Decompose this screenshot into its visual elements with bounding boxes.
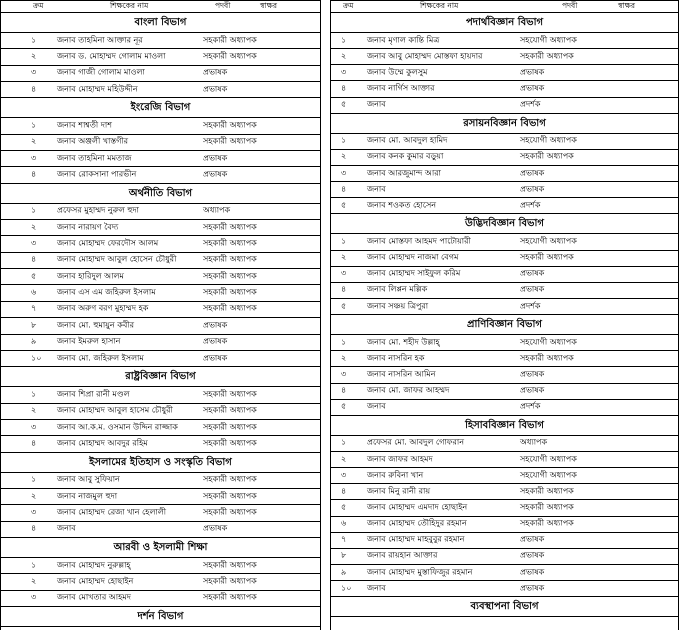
teacher-name: প্রফেসর মো. আবদুল গোফরান	[367, 437, 464, 447]
department-title: দর্শন বিভাগ	[137, 610, 184, 622]
department-title: অর্থনীতি বিভাগ	[128, 187, 193, 199]
teacher-name: জনাব আ.ক.ম. ওসমান উদ্দিন রাজ্জাক	[57, 422, 178, 432]
department-title: পদার্থবিজ্ঞান বিভাগ	[465, 17, 544, 28]
teacher-name: জনাব	[367, 401, 386, 411]
serial-number: ২	[341, 252, 347, 262]
teacher-row	[0, 220, 321, 236]
right-teacher-table	[330, 0, 679, 630]
teacher-row	[330, 384, 679, 400]
teacher-row	[330, 182, 679, 198]
teacher-name: জনাব আবু মোহাম্মদ মোস্তফা হায়দার	[367, 51, 483, 61]
teacher-row	[0, 66, 321, 82]
teacher-row	[330, 65, 679, 81]
serial-number: ৮	[31, 320, 37, 330]
teacher-name: জনাব মৃণাল কান্তি মিত্র	[367, 35, 440, 45]
teacher-row	[0, 404, 321, 420]
teacher-row	[0, 49, 321, 65]
teacher-row	[0, 253, 321, 269]
teacher-name: জনাব নাজমুল হুদা	[57, 491, 118, 501]
teacher-row	[330, 251, 679, 267]
designation-header: পদবী	[215, 0, 231, 10]
teacher-row	[330, 234, 679, 250]
serial-number: ১০	[341, 583, 352, 593]
teacher-name: জনাব আবু সুফিয়ান	[57, 474, 120, 484]
serial-number: ৩	[341, 268, 347, 278]
designation: অধ্যাপক	[520, 437, 548, 447]
teacher-row	[330, 549, 679, 565]
serial-number: ১	[31, 560, 37, 570]
teacher-row	[0, 558, 321, 574]
left-table-border	[320, 0, 321, 630]
department-heading	[330, 416, 679, 436]
teacher-name: জনাব জাফর আহমদ	[367, 454, 433, 464]
teacher-row	[0, 236, 321, 252]
serial-number: ২	[31, 51, 37, 61]
teacher-name: জনাব শিপ্রা রানী মণ্ডল	[57, 389, 130, 399]
designation-header: পদবী	[562, 0, 578, 10]
serial-number: ৩	[31, 153, 37, 163]
serial-number: ৩	[341, 168, 347, 178]
serial-number: ৩	[341, 67, 347, 77]
designation: সহকারী অধ্যাপক	[203, 254, 257, 264]
teacher-name: জনাব মো. হুমায়ুন কবীর	[57, 320, 134, 330]
designation: প্রভাষক	[520, 67, 545, 77]
teacher-name: জনাব এস এম জহিরুল ইসলাম	[57, 287, 156, 297]
designation: সহকারী অধ্যাপক	[203, 576, 257, 586]
teacher-name: জনাব মোহাম্মদ সাইফুল করিম	[367, 268, 461, 278]
designation: সহকারী অধ্যাপক	[520, 151, 574, 161]
teacher-row	[0, 135, 321, 151]
department-title: ইংরেজি বিভাগ	[130, 102, 191, 114]
teacher-row	[330, 49, 679, 65]
teacher-name: জনাব মোহাম্মদ আবদুর রহিম	[57, 438, 148, 448]
designation: সহযোগী অধ্যাপক	[520, 470, 577, 480]
right-table-body	[330, 13, 679, 617]
teacher-name: জনাব নাসরিন আমিন	[367, 369, 436, 379]
teacher-name: জনাব মিনু রানী রায়	[367, 486, 431, 496]
teacher-row	[330, 367, 679, 383]
teacher-row	[0, 204, 321, 220]
serial-number: ৫	[341, 301, 347, 311]
serial-number: ৮	[341, 550, 347, 560]
designation: সহযোগী অধ্যাপক	[520, 454, 577, 464]
serial-number: ৪	[341, 284, 347, 294]
teacher-name: জনাব মোখতার আহমদ	[57, 592, 131, 602]
designation: সহকারী অধ্যাপক	[203, 438, 257, 448]
teacher-name: জনাব মোহাম্মদ এমদাদ হোছাইন	[367, 502, 468, 512]
serial-number: ১	[31, 120, 37, 130]
designation: প্রভাষক	[520, 567, 545, 576]
serial-number: ২	[31, 405, 37, 415]
serial-number: ৫	[31, 271, 37, 281]
teacher-row	[330, 335, 679, 351]
department-heading	[330, 597, 679, 617]
teacher-name: জনাব শাশ্বতী দাশ	[57, 120, 112, 130]
teacher-name: জনাব লিপ্পন মল্লিক	[367, 284, 428, 294]
teacher-row	[330, 198, 679, 214]
serial-number: ১	[341, 236, 347, 246]
designation: সহযোগী অধ্যাপক	[520, 35, 577, 45]
teacher-name: জনাব মোহাম্মদ আবুল হোসেন চৌধুরী	[57, 254, 177, 264]
serial-number: ৫	[341, 401, 347, 411]
teacher-row	[330, 533, 679, 549]
serial-number: ২	[31, 491, 37, 501]
designation: সহকারী অধ্যাপক	[203, 422, 257, 432]
serial-number: ১	[31, 205, 37, 215]
serial-number: ৩	[31, 592, 37, 602]
teacher-name: জনাব উম্মে কুলসুম	[367, 67, 428, 77]
serial-number: ৩	[31, 238, 37, 248]
serial-number: ২	[31, 222, 37, 232]
teacher-name: জনাব	[367, 583, 386, 593]
teacher-row	[0, 151, 321, 167]
serial-number: ১০	[31, 353, 42, 363]
teacher-row	[330, 452, 679, 468]
left-table-body	[0, 13, 321, 627]
designation: সহযোগী অধ্যাপক	[520, 337, 577, 347]
teacher-row	[0, 473, 321, 489]
designation: সহকারী অধ্যাপক	[203, 271, 257, 281]
designation: প্রদর্শক	[520, 200, 541, 210]
designation: সহকারী অধ্যাপক	[520, 51, 574, 61]
department-title: রসায়নবিজ্ঞান বিভাগ	[463, 117, 546, 129]
designation: প্রভাষক	[203, 169, 228, 179]
designation: সহকারী অধ্যাপক	[203, 405, 257, 415]
department-title: আরবী ও ইসলামী শিক্ষা	[113, 541, 208, 553]
teacher-name: জনাব হারিদুল আলম	[57, 271, 124, 281]
right-table-border	[330, 0, 331, 630]
serial-number: ৪	[341, 385, 347, 395]
teacher-row	[330, 484, 679, 500]
designation: সহকারী অধ্যাপক	[520, 502, 574, 512]
teacher-name: জনাব সঞ্চয় ত্রিপুরা	[367, 301, 429, 311]
teacher-name: জনাব	[57, 523, 76, 533]
teacher-row	[0, 591, 321, 607]
serial-number: ১	[341, 337, 347, 347]
teacher-name: জনাব মোহাম্মদ মুস্তাফিজুর রহমান	[367, 567, 473, 576]
serial-number: ১	[31, 389, 37, 399]
department-heading	[0, 538, 321, 558]
teacher-name: প্রফেসর মুহাম্মদ নুরুল হুদা	[57, 205, 139, 215]
designation: প্রভাষক	[203, 67, 228, 77]
teacher-name: জনাব মো. আবদুল হামিদ	[367, 135, 448, 145]
teacher-name: জনাব মোহাম্মদ রেজা খান হেলালী	[57, 507, 167, 517]
department-heading	[330, 114, 679, 134]
teacher-row	[0, 522, 321, 538]
teacher-name: জনাব মোস্তফা আহমদ পাটোয়ারী	[367, 236, 471, 246]
designation: প্রভাষক	[203, 320, 228, 330]
serial-number: ৪	[31, 438, 37, 448]
teacher-row	[330, 581, 679, 597]
department-heading	[0, 13, 321, 33]
teacher-name: জনাব তাহমিনা মমতাজ	[57, 153, 132, 163]
teacher-name: জনাব	[367, 99, 386, 109]
teacher-row	[330, 150, 679, 166]
serial-number: ৪	[31, 254, 37, 264]
designation: সহকারী অধ্যাপক	[520, 252, 574, 262]
left-table-header	[0, 0, 321, 13]
serial-number: ৯	[341, 567, 347, 576]
serial-number: ৩	[341, 470, 347, 480]
teacher-name: জনাব রায়হান আক্তার	[367, 550, 438, 560]
teacher-name: জনাব মো. জহিরুল ইসলাম	[57, 353, 144, 363]
designation: প্রভাষক	[203, 153, 228, 163]
designation: সহকারী অধ্যাপক	[520, 353, 574, 363]
designation: সহকারী অধ্যাপক	[203, 474, 257, 484]
teacher-row	[0, 335, 321, 351]
teacher-row	[0, 436, 321, 452]
serial-number: ৯	[31, 336, 37, 346]
serial-number: ২	[341, 454, 347, 464]
left-table-border	[0, 0, 1, 630]
name-header: শিক্ষকের নাম	[110, 0, 149, 10]
designation: প্রভাষক	[520, 385, 545, 395]
teacher-name: জনাব মোহাম্মদ নুরুল্লাহ্	[57, 560, 131, 570]
teacher-row	[330, 400, 679, 416]
teacher-name: জনাব রোকসানা পারভীন	[57, 169, 137, 179]
designation: প্রদর্শক	[520, 401, 541, 411]
teacher-row	[330, 565, 679, 581]
department-heading	[0, 453, 321, 473]
serial-number: ৫	[341, 200, 347, 210]
department-title: বাংলা বিভাগ	[134, 17, 187, 28]
teacher-row	[0, 574, 321, 590]
serial-number: ২	[341, 151, 347, 161]
department-title: রাষ্ট্রবিজ্ঞান বিভাগ	[125, 371, 196, 383]
designation: প্রভাষক	[203, 523, 228, 533]
designation: প্রভাষক	[520, 83, 545, 93]
designation: প্রভাষক	[520, 369, 545, 379]
designation: সহকারী অধ্যাপক	[520, 486, 574, 496]
department-heading	[0, 98, 321, 118]
teacher-row	[330, 98, 679, 114]
serial-number: ৭	[341, 534, 347, 544]
designation: সহকারী অধ্যাপক	[203, 287, 257, 297]
left-teacher-table	[0, 0, 321, 630]
teacher-name: জনাব কনক কুমার বড়ুয়া	[367, 151, 444, 161]
teacher-name: জনাব অরুণ বরণ মুহাম্মদ হক	[57, 303, 149, 313]
serial-number: ৩	[31, 507, 37, 517]
serial-number: ২	[31, 136, 37, 146]
teacher-row	[330, 468, 679, 484]
serial-number: ৩	[31, 67, 37, 77]
signature-header: স্বাক্ষর	[618, 0, 635, 10]
serial-number: ৪	[31, 523, 37, 533]
teacher-name: জনাব মোহাম্মদ আবুল হাসেম চৌধুরী	[57, 405, 173, 415]
teacher-row	[0, 318, 321, 334]
teacher-row	[330, 134, 679, 150]
teacher-name: জনাব মোহাম্মদ ফেরদৌস আলম	[57, 238, 159, 248]
teacher-name: জনাব তাহমিনা আক্তার নূর	[57, 35, 143, 45]
teacher-row	[330, 33, 679, 49]
teacher-row	[0, 420, 321, 436]
serial-number: ৫	[341, 502, 347, 512]
designation: সহযোগী অধ্যাপক	[520, 236, 577, 246]
teacher-row	[330, 436, 679, 452]
teacher-name: জনাব মো. জাফর আহম্মদ	[367, 385, 450, 395]
teacher-row	[330, 351, 679, 367]
teacher-name: জনাব	[367, 184, 386, 194]
designation: প্রভাষক	[520, 550, 545, 560]
designation: প্রভাষক	[520, 583, 545, 593]
designation: সহকারী অধ্যাপক	[203, 389, 257, 399]
signature-header: স্বাক্ষর	[260, 0, 277, 10]
teacher-row	[0, 489, 321, 505]
department-heading	[0, 184, 321, 204]
serial-number: ৭	[31, 303, 37, 313]
teacher-name: জনাব রুবিনা খান	[367, 470, 424, 480]
teacher-row	[0, 82, 321, 98]
teacher-name: জনাব মোহাম্মদ মাহবুবুর রহমান	[367, 534, 465, 544]
designation: প্রভাষক	[520, 284, 545, 294]
serial-number: ৪	[341, 184, 347, 194]
department-heading	[0, 367, 321, 387]
serial-number: ২	[31, 576, 37, 586]
department-heading	[330, 315, 679, 335]
designation: প্রভাষক	[203, 353, 228, 363]
designation: সহকারী অধ্যাপক	[203, 51, 257, 61]
serial-header: ক্রম	[343, 0, 354, 10]
department-heading	[0, 607, 321, 627]
department-title: প্রাণিবিজ্ঞান বিভাগ	[467, 319, 542, 331]
teacher-name: জনাব শওকত হোসেন	[367, 200, 437, 210]
teacher-row	[330, 283, 679, 299]
teacher-name: জনাব মো. শহীদ উল্লাহ্	[367, 337, 440, 347]
teacher-row	[0, 285, 321, 301]
designation: সহকারী অধ্যাপক	[520, 518, 574, 528]
serial-number: ৫	[341, 99, 347, 109]
teacher-row	[0, 387, 321, 403]
teacher-name: জনাব ইমরুল হাসান	[57, 336, 121, 346]
designation: সহকারী অধ্যাপক	[203, 238, 257, 248]
designation: সহকারী অধ্যাপক	[203, 560, 257, 570]
designation: প্রদর্শক	[520, 99, 541, 109]
serial-number: ৪	[341, 486, 347, 496]
designation: প্রদর্শক	[520, 301, 541, 311]
serial-number: ৪	[341, 83, 347, 93]
teacher-row	[330, 500, 679, 516]
designation: প্রভাষক	[520, 534, 545, 544]
serial-number: ৩	[341, 369, 347, 379]
designation: সহকারী অধ্যাপক	[203, 592, 257, 602]
designation: অধ্যাপক	[203, 205, 231, 215]
serial-header: ক্রম	[33, 0, 44, 10]
serial-number: ৪	[31, 169, 37, 179]
department-heading	[330, 13, 679, 33]
teacher-row	[330, 517, 679, 533]
serial-number: ১	[31, 35, 37, 45]
designation: সহকারী অধ্যাপক	[203, 507, 257, 517]
serial-number: ৪	[31, 84, 37, 94]
teacher-name: জনাব নার্গিস আক্তার	[367, 83, 435, 93]
teacher-row	[0, 505, 321, 521]
teacher-name: জনাব অঞ্জলী খাস্তগীর	[57, 136, 129, 146]
serial-number: ২	[341, 353, 347, 363]
designation: প্রভাষক	[520, 268, 545, 278]
designation: সহকারী অধ্যাপক	[203, 303, 257, 313]
serial-number: ৬	[341, 518, 347, 528]
designation: সহযোগী অধ্যাপক	[520, 135, 577, 145]
teacher-name: জনাব নারায়ণ বৈদ্য	[57, 222, 119, 232]
teacher-row	[0, 302, 321, 318]
designation: সহকারী অধ্যাপক	[203, 491, 257, 501]
designation: সহকারী অধ্যাপক	[203, 222, 257, 232]
teacher-name: জনাব মোহাম্মদ মহিউদ্দীন	[57, 84, 138, 94]
serial-number: ৩	[31, 422, 37, 432]
serial-number: ১	[31, 474, 37, 484]
designation: প্রভাষক	[203, 336, 228, 346]
teacher-name: জনাব আরজুমান্দ আরা	[367, 168, 441, 178]
teacher-row	[0, 33, 321, 49]
designation: প্রভাষক	[203, 84, 228, 94]
name-header: শিক্ষকের নাম	[420, 0, 459, 10]
designation: সহকারী অধ্যাপক	[203, 35, 257, 45]
teacher-name: জনাব মোহাম্মদ হোছাইন	[57, 576, 134, 586]
teacher-row	[330, 81, 679, 97]
teacher-name: জনাব মোহাম্মদ নাজমা বেগম	[367, 252, 459, 262]
teacher-name: জনাব মোহাম্মদ তৌহিদুর রহমান	[367, 518, 467, 528]
department-title: হিসাববিজ্ঞান বিভাগ	[465, 419, 544, 431]
teacher-row	[0, 351, 321, 367]
teacher-row	[0, 118, 321, 134]
department-title: উদ্ভিদবিজ্ঞান বিভাগ	[465, 218, 544, 230]
teacher-row	[330, 299, 679, 315]
designation: সহকারী অধ্যাপক	[203, 120, 257, 130]
department-heading	[330, 214, 679, 234]
teacher-name: জনাব ড. মোহাম্মদ গোলাম মাওলা	[57, 51, 166, 61]
teacher-row	[0, 167, 321, 183]
teacher-name: জনাব নাসরিন হক	[367, 353, 425, 363]
serial-number: ১	[341, 35, 347, 45]
designation: প্রভাষক	[520, 168, 545, 178]
right-table-header	[330, 0, 679, 13]
teacher-row	[330, 166, 679, 182]
teacher-row	[0, 269, 321, 285]
serial-number: ২	[341, 51, 347, 61]
serial-number: ৬	[31, 287, 37, 297]
department-title: ইসলামের ইতিহাস ও সংস্কৃতি বিভাগ	[89, 456, 232, 468]
serial-number: ১	[341, 135, 347, 145]
serial-number: ১	[341, 437, 347, 447]
designation: প্রভাষক	[520, 184, 545, 194]
designation: সহকারী অধ্যাপক	[203, 136, 257, 146]
department-title: ব্যবস্থাপনা বিভাগ	[470, 601, 539, 613]
teacher-name: জনাব গাজী গোলাম মাওলা	[57, 67, 145, 77]
teacher-row	[330, 267, 679, 283]
